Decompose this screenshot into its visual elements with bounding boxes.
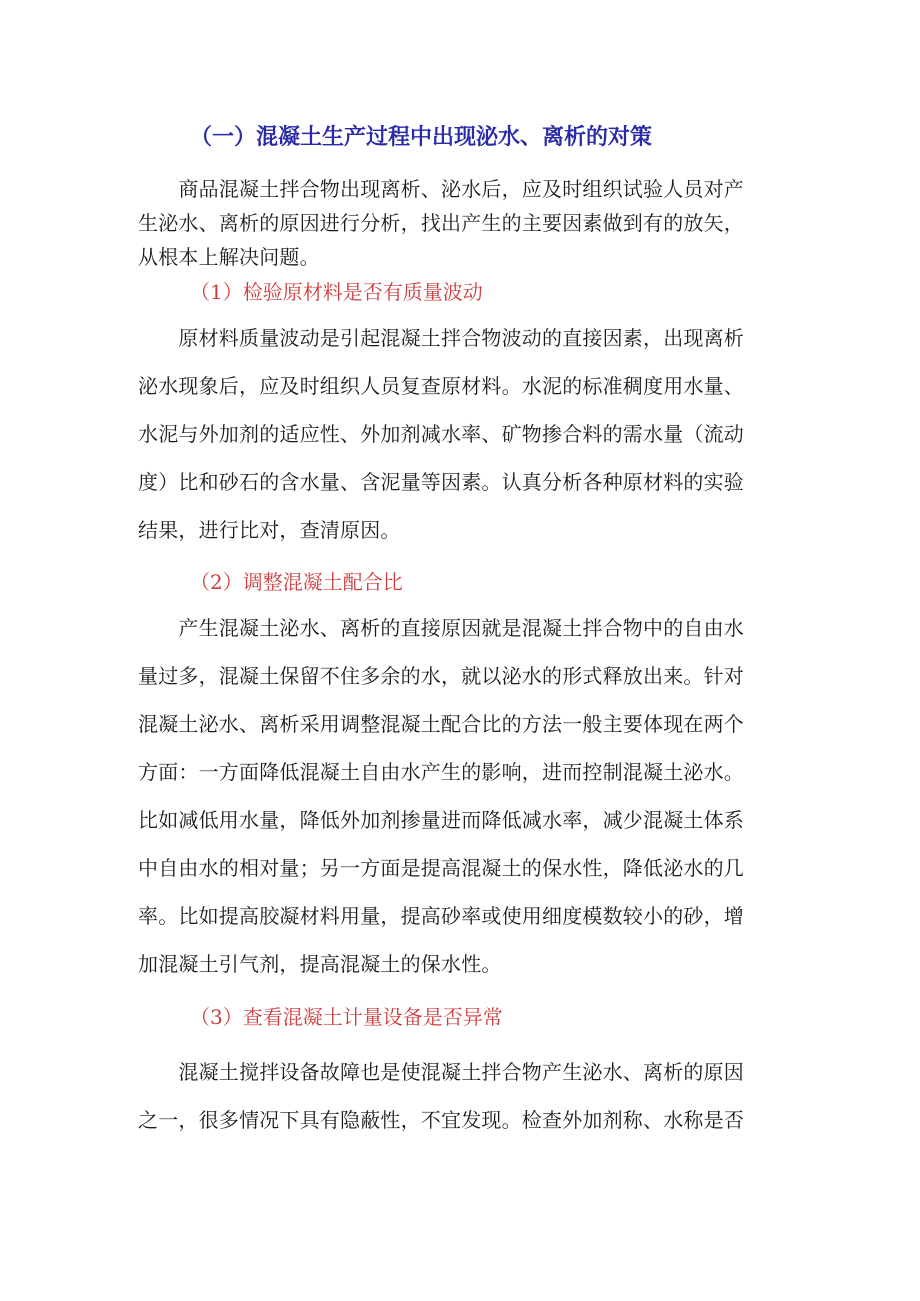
paragraph-line: 水泥与外加剂的适应性、外加剂减水率、矿物掺合料的需水量（流动: [138, 422, 744, 446]
paragraph-line: 之一，很多情况下具有隐蔽性，不宜发现。检查外加剂称、水称是否: [138, 1108, 744, 1132]
section-heading: （一）混凝土生产过程中出现泌水、离析的对策: [190, 124, 653, 150]
paragraph-line: 度）比和砂石的含水量、含泥量等因素。认真分析各种原材料的实验: [138, 470, 744, 494]
paragraph-line: 方面：一方面降低混凝土自由水产生的影响，进而控制混凝土泌水。: [138, 760, 744, 784]
subheading-1: （1）检验原材料是否有质量波动: [190, 280, 483, 304]
paragraph-mix-ratio: [138, 604, 788, 988]
subheading-3: （3）查看混凝土计量设备是否异常: [190, 1005, 503, 1029]
paragraph-line: 中自由水的相对量；另一方面是提高混凝土的保水性，降低泌水的几: [138, 856, 744, 880]
paragraph-line: 结果，进行比对，查清原因。: [138, 518, 401, 542]
paragraph-line: 比如减低用水量，降低外加剂掺量进而降低减水率，减少混凝土体系: [138, 808, 744, 832]
paragraph-line: 原材料质量波动是引起混凝土拌合物波动的直接因素，出现离析: [138, 326, 744, 350]
subheading-2: （2）调整混凝土配合比: [190, 570, 403, 594]
paragraph-equipment: [138, 1048, 788, 1144]
paragraph-line: 生泌水、离析的原因进行分析，找出产生的主要因素做到有的放矢，: [138, 211, 744, 235]
paragraph-line: 混凝土泌水、离析采用调整混凝土配合比的方法一般主要体现在两个: [138, 712, 744, 736]
paragraph-line: 加混凝土引气剂，提高混凝土的保水性。: [138, 952, 502, 976]
paragraph-line: 商品混凝土拌合物出现离析、泌水后，应及时组织试验人员对产: [138, 177, 744, 201]
paragraph-line: 量过多，混凝土保留不住多余的水，就以泌水的形式释放出来。针对: [138, 664, 744, 688]
paragraph-line: 泌水现象后，应及时组织人员复查原材料。水泥的标准稠度用水量、: [138, 374, 744, 398]
paragraph-raw-materials: [138, 314, 788, 554]
paragraph-line: 从根本上解决问题。: [138, 245, 320, 269]
paragraph-intro: [138, 172, 788, 274]
paragraph-line: 率。比如提高胶凝材料用量，提高砂率或使用细度模数较小的砂，增: [138, 904, 744, 928]
paragraph-line: 混凝土搅拌设备故障也是使混凝土拌合物产生泌水、离析的原因: [138, 1060, 744, 1084]
paragraph-line: 产生混凝土泌水、离析的直接原因就是混凝土拌合物中的自由水: [138, 616, 744, 640]
